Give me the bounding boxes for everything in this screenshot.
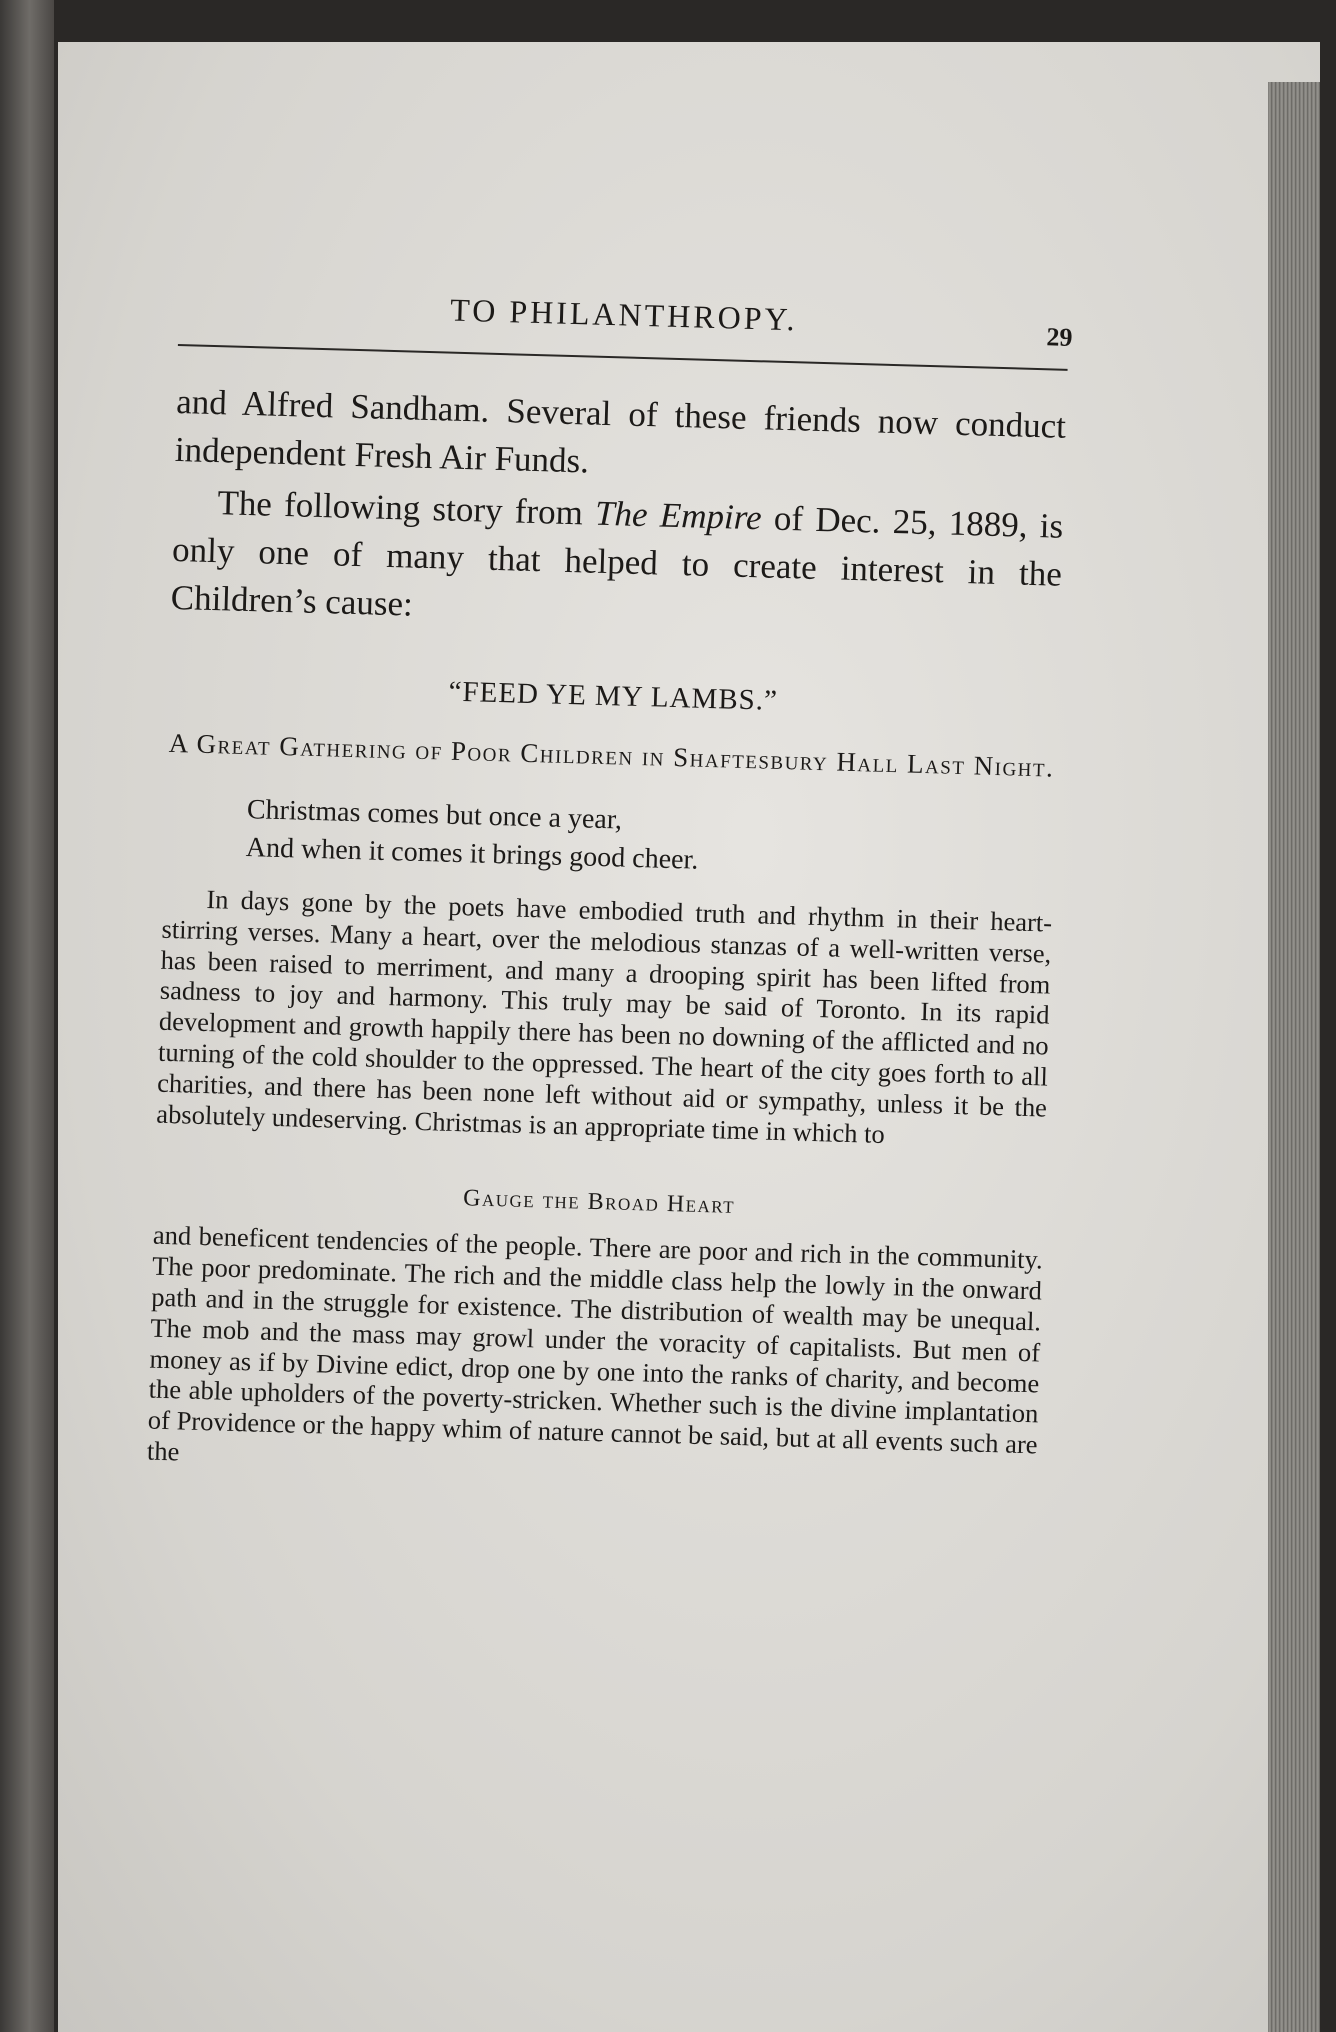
intro-paragraph-2: [170, 478, 1064, 647]
verse-couplet: [245, 791, 1055, 890]
page-number: 29: [1046, 322, 1073, 352]
article-subtitle: A Great Gathering of Poor Children in Shaftesbury Hall Last Night.: [168, 727, 1055, 783]
verse-line-2: And when it comes it brings good cheer.: [245, 832, 699, 876]
verse-line-1: Christmas comes but once a year,: [246, 794, 623, 836]
page-text-block: [146, 270, 1073, 1491]
intro-text-before: The following story from: [216, 483, 596, 533]
article-paragraph-2: and beneficent tendencies of the people. There are poor and rich in the community. The poor predominate. The rich and the middle class help the lowly in the onward path and in the struggle for existence. The distribution of wealth may be unequal. The mob and the mass may growl under the voracity of capitalists. But men of money as if by Divine edict, drop one by one into the ranks of charity, and become the able upholders of the poverty-stricken. Whether such is the divine implantation of Providence or the happy whim of nature cannot be said, but at all events such are the: [146, 1220, 1044, 1467]
article-paragraph-1: In days gone by the poets have embodied truth and rhythm in their heart-stirring verses. Many a heart, over the melodious stanzas of a well-written verse, has been raised to merriment, and many a drooping spirit has been lifted from sadness to joy and harmony. This truly may be said of Toronto. In its rapid development and growth happily there has been no downing of the afflicted and no turning of the cold shoulder to the oppressed. The heart of the city goes forth to all charities, and there has been none left without aid or sympathy, unless it be the absolutely undeserving. Christmas is an appropriate time in which to: [156, 883, 1053, 1149]
page-fore-edge: [1268, 82, 1320, 2032]
article-title: “FEED YE MY LAMBS.”: [448, 675, 779, 717]
intro-paragraph-1: and Alfred Sandham. Several of these friends now conduct independent Fresh Air Funds.: [174, 381, 1067, 481]
intro-text-after: of Dec. 25, 1889, is only one of many that helped to create interest in the Children’s cause:: [170, 498, 1064, 624]
section-heading: Gauge the Broad Heart: [462, 1185, 736, 1220]
newspaper-title: The Empire: [594, 493, 763, 538]
running-title: TO PHILANTHROPY.: [449, 291, 799, 338]
facing-page-edge: [0, 0, 54, 2032]
